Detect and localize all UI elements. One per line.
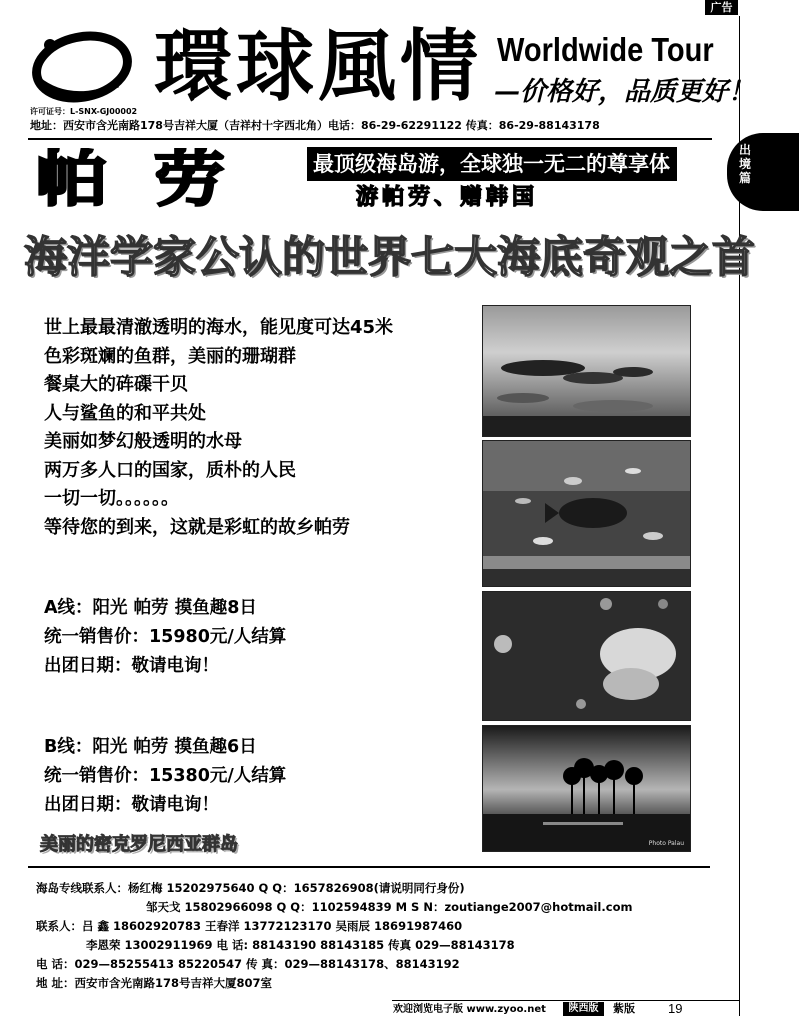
feature-list (44, 314, 393, 542)
contact-row: 地 址：西安市含光南路178号吉祥大厦807室 (36, 976, 273, 990)
license-number: 许可证号：L-SNX-GJ00002 (30, 107, 138, 116)
section-tab-char: 出 (739, 143, 752, 157)
feature-item: 一切一切。。。。。。 (44, 488, 179, 509)
contact-row: 联系人：吕 鑫 18602920783 王春洋 13772123170 吴雨辰 18691987460 (36, 919, 463, 933)
photo-reef-fish (482, 440, 691, 587)
contact-row: 海岛专线联系人：杨红梅 15202975640 Q Q：1657826908(请说明同行身份) (36, 881, 465, 895)
route-a-title: A线：阳光 帕劳 摸鱼趣8日 (44, 598, 257, 618)
section-tab-char: 篇 (739, 171, 752, 185)
agency-address-line: 地址：西安市含光南路178号吉祥大厦（吉祥村十字西北角）电话：86-29-62291122 传真：86-29-88143178 (30, 119, 600, 132)
feature-item: 两万多人口的国家，质朴的人民 (44, 459, 296, 481)
agency-name-cn: 環球風情 (154, 22, 483, 112)
ad-label: 广告 (705, 0, 738, 15)
contact-row: 邹天戈 15802966098 Q Q：1102594839 M S N：zoutiange2007@hotmail.com (146, 900, 633, 914)
header-divider (28, 138, 712, 140)
contact-block (0, 875, 739, 995)
footer-edition: 紫版 (613, 1002, 635, 1015)
route-b (44, 733, 286, 820)
footer-region: 陕西版 (563, 1002, 604, 1016)
feature-item: 世上最最清澈透明的海水，能见度可达45米 (44, 317, 394, 338)
footer-website: 欢迎浏览电子版 www.zyoo.net (393, 1004, 546, 1015)
promo-headline: 海洋学家公认的世界七大海底奇观之首 (24, 233, 755, 283)
feature-item: 餐桌大的砗磲干贝 (44, 374, 188, 395)
section-tab (727, 133, 799, 211)
contact-row: 李恩荣 13002911969 电 话: 88143190 88143185 传真 029—88143178 (86, 938, 515, 952)
agency-name-en: Worldwide Tour (497, 31, 714, 68)
photo-jellyfish (482, 591, 691, 721)
promo-subtagline: 游帕劳、赠韩国 (356, 185, 539, 210)
feature-item: 色彩斑斓的鱼群，美丽的珊瑚群 (44, 345, 296, 367)
page-number: 19 (668, 1001, 683, 1016)
feature-item: 人与鲨鱼的和平共处 (44, 402, 206, 424)
photo-palm-sunset (482, 725, 691, 852)
route-a (44, 594, 286, 681)
feature-item: 美丽如梦幻般透明的水母 (44, 431, 242, 452)
palau-title-text: 帕劳 (36, 148, 272, 210)
route-a-price: 统一销售价：15980元/人结算 (44, 627, 287, 647)
photo-caption: 美丽的密克罗尼西亚群岛 (40, 834, 238, 855)
section-tab-char: 境 (739, 157, 752, 171)
photo-credit: Photo Palau (648, 840, 684, 847)
feature-item: 等待您的到来，这就是彩虹的故乡帕劳 (44, 516, 350, 538)
route-b-dates: 出团日期：敬请电询！ (44, 795, 219, 815)
contact-row: 电 话：029—85255413 85220547 传 真：029—88143178、88143192 (36, 957, 460, 971)
agency-slogan: —价格好，品质更好！ (494, 77, 755, 107)
route-a-dates: 出团日期：敬请电询！ (44, 656, 219, 676)
globe-logo-icon (30, 27, 138, 105)
contacts-divider (28, 866, 710, 868)
route-b-price: 统一销售价：15380元/人结算 (44, 766, 287, 786)
route-b-title: B线：阳光 帕劳 摸鱼趣6日 (44, 737, 257, 757)
promo-tagline: 最顶级海岛游，全球独一无二的尊享体验 (307, 147, 677, 181)
page-border-bottom (392, 1000, 740, 1001)
palau-title-logo (32, 148, 280, 210)
photo-island-seascape (482, 305, 691, 437)
